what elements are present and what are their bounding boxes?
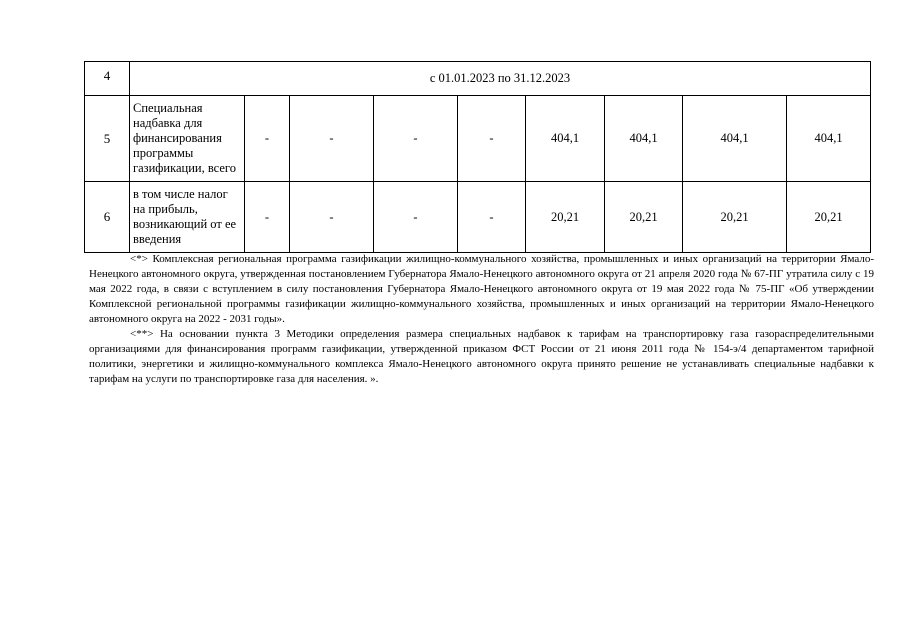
row-number: 6 xyxy=(85,182,130,253)
table-row xyxy=(85,182,871,253)
table-cell: 20,21 xyxy=(683,182,787,253)
table-cell: - xyxy=(245,182,290,253)
table-cell: - xyxy=(374,182,458,253)
table-cell: - xyxy=(458,96,526,182)
footnote-2: <**> На основании пункта 3 Методики определения размера специальных надбавок к тарифам на транспортировку газа газораспределительными организациями для финансирования программ газификации, утвержденной приказом ФСТ России от 21 июня 2011 года № 154-э/4 департаментом тарифной политики, энергетики и жилищно-коммунального комплекса Ямало-Ненецкого автономного округа принято решение не устанавливать специальные надбавки к тарифам на услуги по транспортировке газа для населения. ». xyxy=(89,328,874,385)
table-cell: - xyxy=(374,96,458,182)
table-cell: 20,21 xyxy=(787,182,871,253)
table-cell: 404,1 xyxy=(605,96,683,182)
row-label: Специальная надбавка для финансирования программы газификации, всего xyxy=(130,96,245,182)
row-number: 5 xyxy=(85,96,130,182)
table-cell: - xyxy=(458,182,526,253)
table-cell: 404,1 xyxy=(787,96,871,182)
table-cell: 20,21 xyxy=(526,182,605,253)
period-row xyxy=(85,62,871,96)
table-cell: - xyxy=(290,182,374,253)
table-row xyxy=(85,96,871,182)
table-cell: - xyxy=(245,96,290,182)
row-label: в том числе налог на прибыль, возникающий от ее введения xyxy=(130,182,245,253)
table-cell: 20,21 xyxy=(605,182,683,253)
table-cell: - xyxy=(290,96,374,182)
table-cell: 404,1 xyxy=(526,96,605,182)
period-cell: с 01.01.2023 по 31.12.2023 xyxy=(130,62,871,96)
row-number: 4 xyxy=(85,62,130,96)
footnote-1: <*> Комплексная региональная программа газификации жилищно-коммунального хозяйства, промышленных и иных организаций на территории Ямало-Ненецкого автономного округа, утвержденная постановлением Губернатора Ямало-Ненецкого автономного округа от 21 апреля 2020 года № 67-ПГ утратила силу с 19 мая 2022 года, в связи с вступлением в силу постановления Губернатора Ямало-Ненецкого автономного округа от 19 мая 2022 года № 75-ПГ «Об утверждении Комплексной региональной программы газификации жилищно-коммунального хозяйства, промышленных и иных организаций на территории Ямало-Ненецкого автономного округа на 2022 - 2031 годы». xyxy=(89,253,874,325)
tariff-table xyxy=(84,61,871,253)
footnotes xyxy=(89,252,874,387)
table-cell: 404,1 xyxy=(683,96,787,182)
